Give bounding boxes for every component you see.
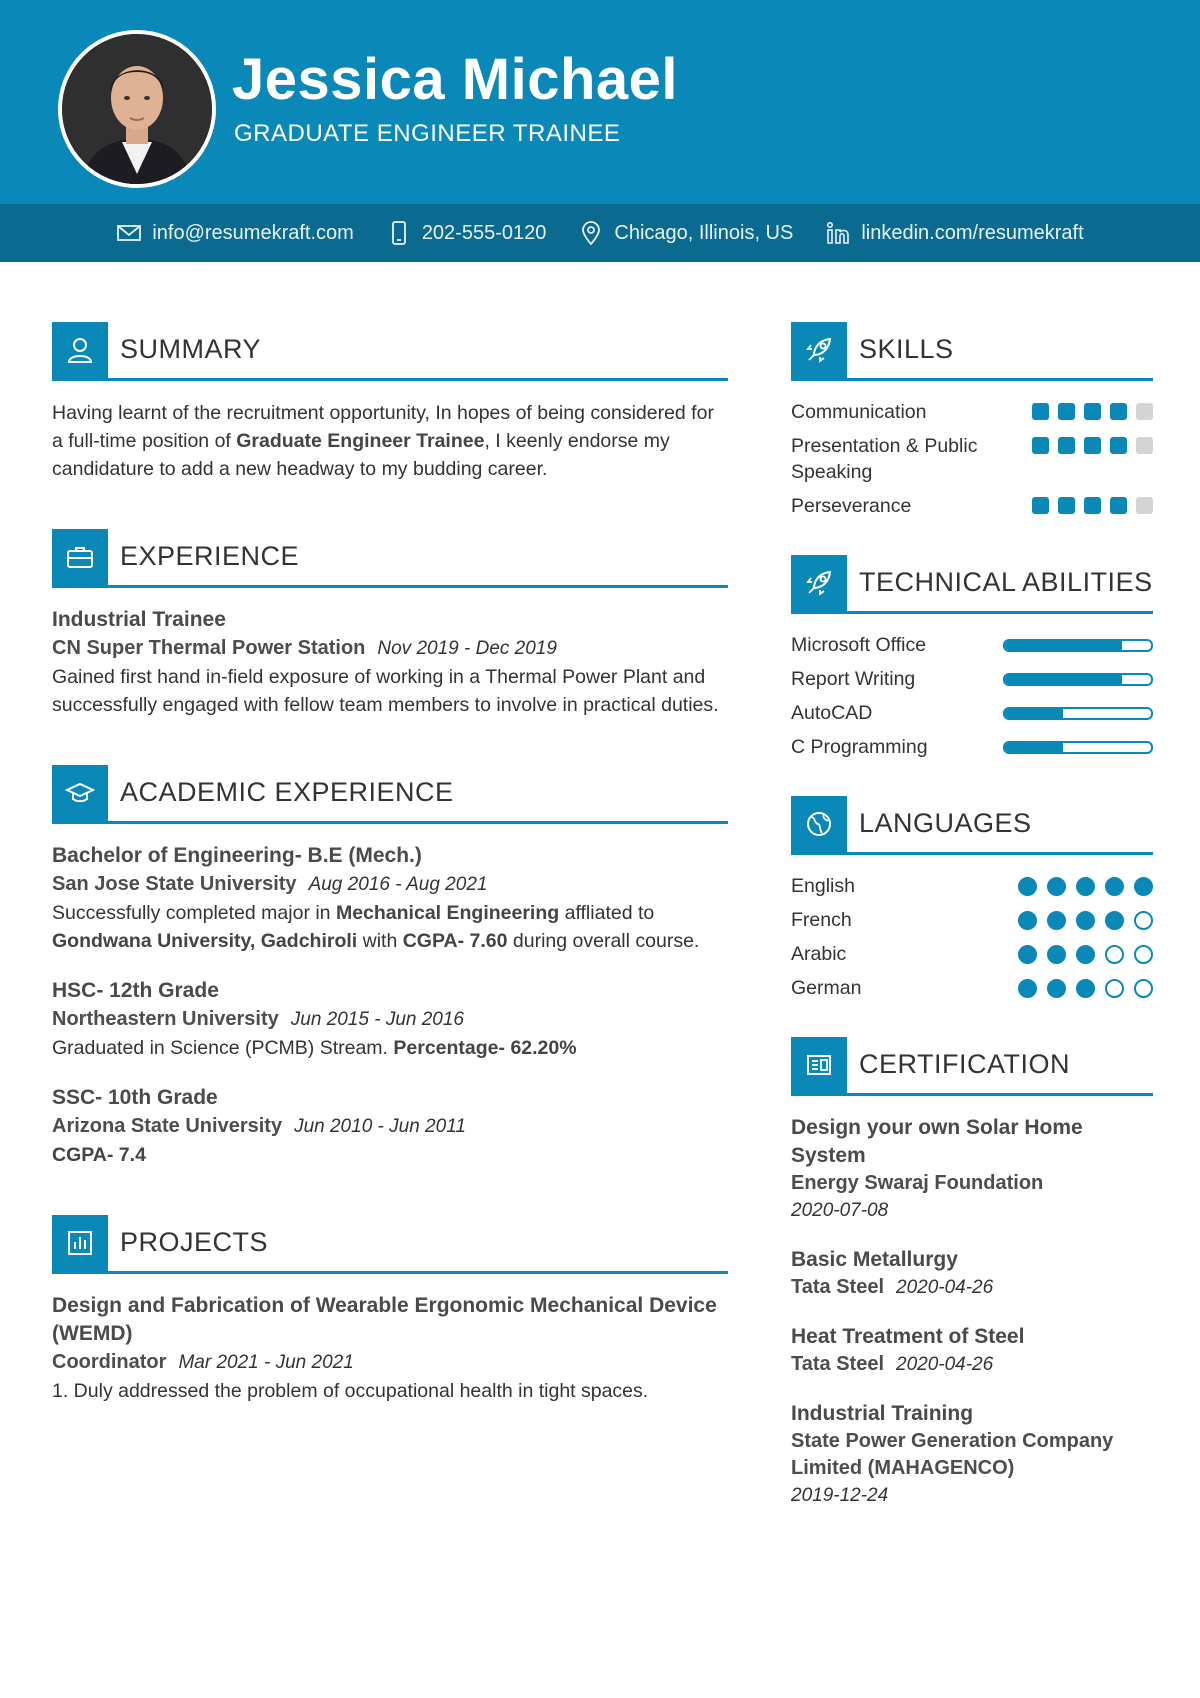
skill-level-square: [1084, 437, 1101, 454]
certification-org-line: [791, 1351, 1153, 1378]
projects-heading: PROJECTS: [120, 1227, 269, 1257]
envelope-icon: [116, 220, 142, 246]
contact-bar: [0, 204, 1200, 262]
skill-level-square: [1110, 403, 1127, 420]
language-level-dot: [1105, 877, 1124, 896]
experience-heading: EXPERIENCE: [120, 541, 300, 571]
school-name: San Jose State University: [52, 873, 297, 895]
certification-item: [791, 1400, 1153, 1509]
skills-list: [791, 399, 1153, 519]
location-text: Chicago, Illinois, US: [614, 221, 794, 244]
job-description: Gained first hand in-field exposure of working in a Thermal Power Plant and successfully engaged with fellow team members to involve in practical duties.: [52, 666, 719, 716]
degree-name: HSC- 12th Grade: [52, 979, 219, 1002]
language-level-dot: [1105, 911, 1124, 930]
job-role: Industrial Trainee: [52, 608, 226, 631]
skill-row: [791, 433, 1153, 485]
project-role-line: [52, 1348, 728, 1377]
technical-row: [791, 734, 1153, 760]
skill-row: [791, 399, 1153, 425]
skill-row: [791, 493, 1153, 519]
summary-text: Having learnt of the recruitment opportunity, In hopes of being considered for a full-time position of Graduate Engineer Trainee, I keenly endorse my candidature to add a new headway to my budding career.: [52, 402, 714, 480]
right-column: [791, 322, 1153, 1531]
certification-date: 2020-07-08: [791, 1200, 889, 1221]
language-level-dot: [1047, 945, 1066, 964]
technical-section-header: [791, 555, 1153, 614]
degree-description: Successfully completed major in Mechanical Engineering affliated to Gondwana University, Gadchiroli with CGPA- 7.60 during overall course.: [52, 902, 700, 952]
certification-date: 2020-04-26: [896, 1277, 994, 1298]
experience-item: [52, 606, 728, 719]
language-name: Arabic: [791, 943, 847, 965]
language-level-dot: [1134, 911, 1153, 930]
technical-row: [791, 666, 1153, 692]
degree-description: Graduated in Science (PCMB) Stream. Percentage- 62.20%: [52, 1037, 577, 1059]
school-name: Northeastern University: [52, 1008, 279, 1030]
language-level: [1018, 979, 1153, 998]
school-line: [52, 1112, 728, 1141]
technical-name: Report Writing: [791, 668, 916, 690]
summary-heading: SUMMARY: [120, 334, 262, 364]
contact-location: [578, 220, 793, 246]
language-level-dot: [1018, 945, 1037, 964]
languages-section-header: [791, 796, 1153, 855]
academic-item: [52, 842, 728, 955]
contact-email[interactable]: [116, 220, 353, 246]
degree-dates: Jun 2010 - Jun 2011: [294, 1116, 466, 1137]
language-level-dot: [1076, 911, 1095, 930]
left-column: [52, 322, 728, 1427]
technical-progress-bar: [1003, 673, 1153, 686]
skill-level-square: [1058, 497, 1075, 514]
skill-name: Communication: [791, 401, 927, 423]
academic-item: [52, 977, 728, 1062]
briefcase-icon: [52, 529, 108, 585]
certificate-icon: [791, 1037, 847, 1093]
language-level-dot: [1018, 979, 1037, 998]
language-row: [791, 975, 1153, 1001]
project-dates: Mar 2021 - Jun 2021: [178, 1352, 354, 1373]
experience-section-header: [52, 529, 728, 588]
language-level-dot: [1047, 979, 1066, 998]
phone-text: 202-555-0120: [421, 221, 547, 244]
technical-row: [791, 632, 1153, 658]
certification-heading: CERTIFICATION: [859, 1049, 1071, 1079]
certification-date: 2019-12-24: [791, 1485, 889, 1506]
mobile-phone-icon: [386, 220, 412, 246]
project-name: Design and Fabrication of Wearable Ergonomic Mechanical Device (WEMD): [52, 1294, 717, 1345]
degree-name: Bachelor of Engineering- B.E (Mech.): [52, 844, 422, 867]
skills-section-header: [791, 322, 1153, 381]
language-level-dot: [1105, 979, 1124, 998]
skills-heading: SKILLS: [859, 334, 954, 364]
technical-heading: TECHNICAL ABILITIES: [859, 567, 1153, 597]
certification-org: State Power Generation Company Limited (MAHAGENCO): [791, 1430, 1114, 1479]
skill-level-square: [1058, 403, 1075, 420]
language-level: [1018, 877, 1153, 896]
graduation-cap-icon: [52, 765, 108, 821]
certification-date: 2020-04-26: [896, 1354, 994, 1375]
school-line: [52, 1005, 728, 1034]
skill-name: Presentation & Public Speaking: [791, 435, 978, 483]
language-level-dot: [1018, 877, 1037, 896]
skill-level: [1032, 437, 1153, 454]
linkedin-text: linkedin.com/resumekraft: [861, 221, 1084, 244]
certification-title: Design your own Solar Home System: [791, 1116, 1083, 1167]
technical-progress-fill: [1005, 641, 1122, 650]
project-role: Coordinator: [52, 1351, 167, 1373]
degree-description: CGPA- 7.4: [52, 1144, 146, 1166]
email-text: info@resumekraft.com: [152, 221, 354, 244]
skill-level: [1032, 497, 1153, 514]
user-icon: [52, 322, 108, 378]
certification-org: Tata Steel: [791, 1353, 884, 1375]
technical-progress-fill: [1005, 675, 1122, 684]
summary-section-header: [52, 322, 728, 381]
skill-level: [1032, 403, 1153, 420]
rocket-icon: [791, 555, 847, 611]
person-portrait: [62, 34, 212, 184]
bar-chart-icon: [52, 1215, 108, 1271]
skill-level-square: [1136, 437, 1153, 454]
skill-name: Perseverance: [791, 495, 912, 517]
technical-name: AutoCAD: [791, 702, 873, 724]
skill-level-square: [1032, 437, 1049, 454]
language-level: [1018, 945, 1153, 964]
technical-name: C Programming: [791, 736, 928, 758]
skill-level-square: [1084, 497, 1101, 514]
certification-item: [791, 1246, 1153, 1301]
language-level-dot: [1134, 945, 1153, 964]
language-row: [791, 907, 1153, 933]
certification-list: [791, 1114, 1153, 1509]
technical-progress-fill: [1005, 743, 1063, 752]
language-level-dot: [1134, 979, 1153, 998]
skill-level-square: [1136, 403, 1153, 420]
language-level: [1018, 911, 1153, 930]
project-description: 1. Duly addressed the problem of occupational health in tight spaces.: [52, 1380, 649, 1402]
technical-progress-bar: [1003, 741, 1153, 754]
language-name: English: [791, 875, 855, 897]
degree-name: SSC- 10th Grade: [52, 1086, 218, 1109]
certification-org-line: [791, 1274, 1153, 1301]
technical-list: [791, 632, 1153, 760]
skill-level-square: [1110, 437, 1127, 454]
header-banner: [0, 0, 1200, 204]
degree-dates: Aug 2016 - Aug 2021: [308, 874, 488, 895]
job-dates: Nov 2019 - Dec 2019: [377, 638, 557, 659]
language-name: German: [791, 977, 862, 999]
technical-progress-bar: [1003, 707, 1153, 720]
technical-row: [791, 700, 1153, 726]
certification-org: Energy Swaraj Foundation: [791, 1172, 1044, 1194]
project-item: [52, 1292, 728, 1405]
job-org: CN Super Thermal Power Station: [52, 637, 366, 659]
language-level-dot: [1076, 945, 1095, 964]
map-pin-icon: [578, 220, 604, 246]
skill-level-square: [1110, 497, 1127, 514]
certification-item: [791, 1114, 1153, 1224]
technical-progress-bar: [1003, 639, 1153, 652]
language-level-dot: [1047, 911, 1066, 930]
language-level-dot: [1105, 945, 1124, 964]
language-row: [791, 941, 1153, 967]
language-row: [791, 873, 1153, 899]
certification-title: Heat Treatment of Steel: [791, 1325, 1025, 1348]
language-level-dot: [1076, 979, 1095, 998]
school-line: [52, 870, 728, 899]
academic-item: [52, 1084, 728, 1169]
projects-section-header: [52, 1215, 728, 1274]
certification-org: Tata Steel: [791, 1276, 884, 1298]
certification-section-header: [791, 1037, 1153, 1096]
language-level-dot: [1076, 877, 1095, 896]
skill-level-square: [1032, 497, 1049, 514]
globe-icon: [791, 796, 847, 852]
academic-heading: ACADEMIC EXPERIENCE: [120, 777, 454, 807]
certification-item: [791, 1323, 1153, 1378]
language-name: French: [791, 909, 852, 931]
certification-title: Basic Metallurgy: [791, 1248, 958, 1271]
languages-heading: LANGUAGES: [859, 808, 1032, 838]
candidate-name: Jessica Michael: [232, 47, 679, 112]
rocket-icon: [791, 322, 847, 378]
technical-name: Microsoft Office: [791, 634, 927, 656]
contact-phone[interactable]: [386, 220, 547, 246]
academic-section-header: [52, 765, 728, 824]
job-org-line: [52, 634, 728, 663]
languages-list: [791, 873, 1153, 1001]
profile-photo: [58, 30, 216, 188]
skill-level-square: [1136, 497, 1153, 514]
contact-linkedin[interactable]: [825, 220, 1083, 246]
language-level-dot: [1047, 877, 1066, 896]
language-level-dot: [1018, 911, 1037, 930]
certification-title: Industrial Training: [791, 1402, 974, 1425]
skill-level-square: [1032, 403, 1049, 420]
degree-dates: Jun 2015 - Jun 2016: [290, 1009, 464, 1030]
skill-level-square: [1084, 403, 1101, 420]
linkedin-icon: [825, 220, 851, 246]
school-name: Arizona State University: [52, 1115, 283, 1137]
technical-progress-fill: [1005, 709, 1063, 718]
language-level-dot: [1134, 877, 1153, 896]
skill-level-square: [1058, 437, 1075, 454]
candidate-title: GRADUATE ENGINEER TRAINEE: [234, 120, 621, 147]
